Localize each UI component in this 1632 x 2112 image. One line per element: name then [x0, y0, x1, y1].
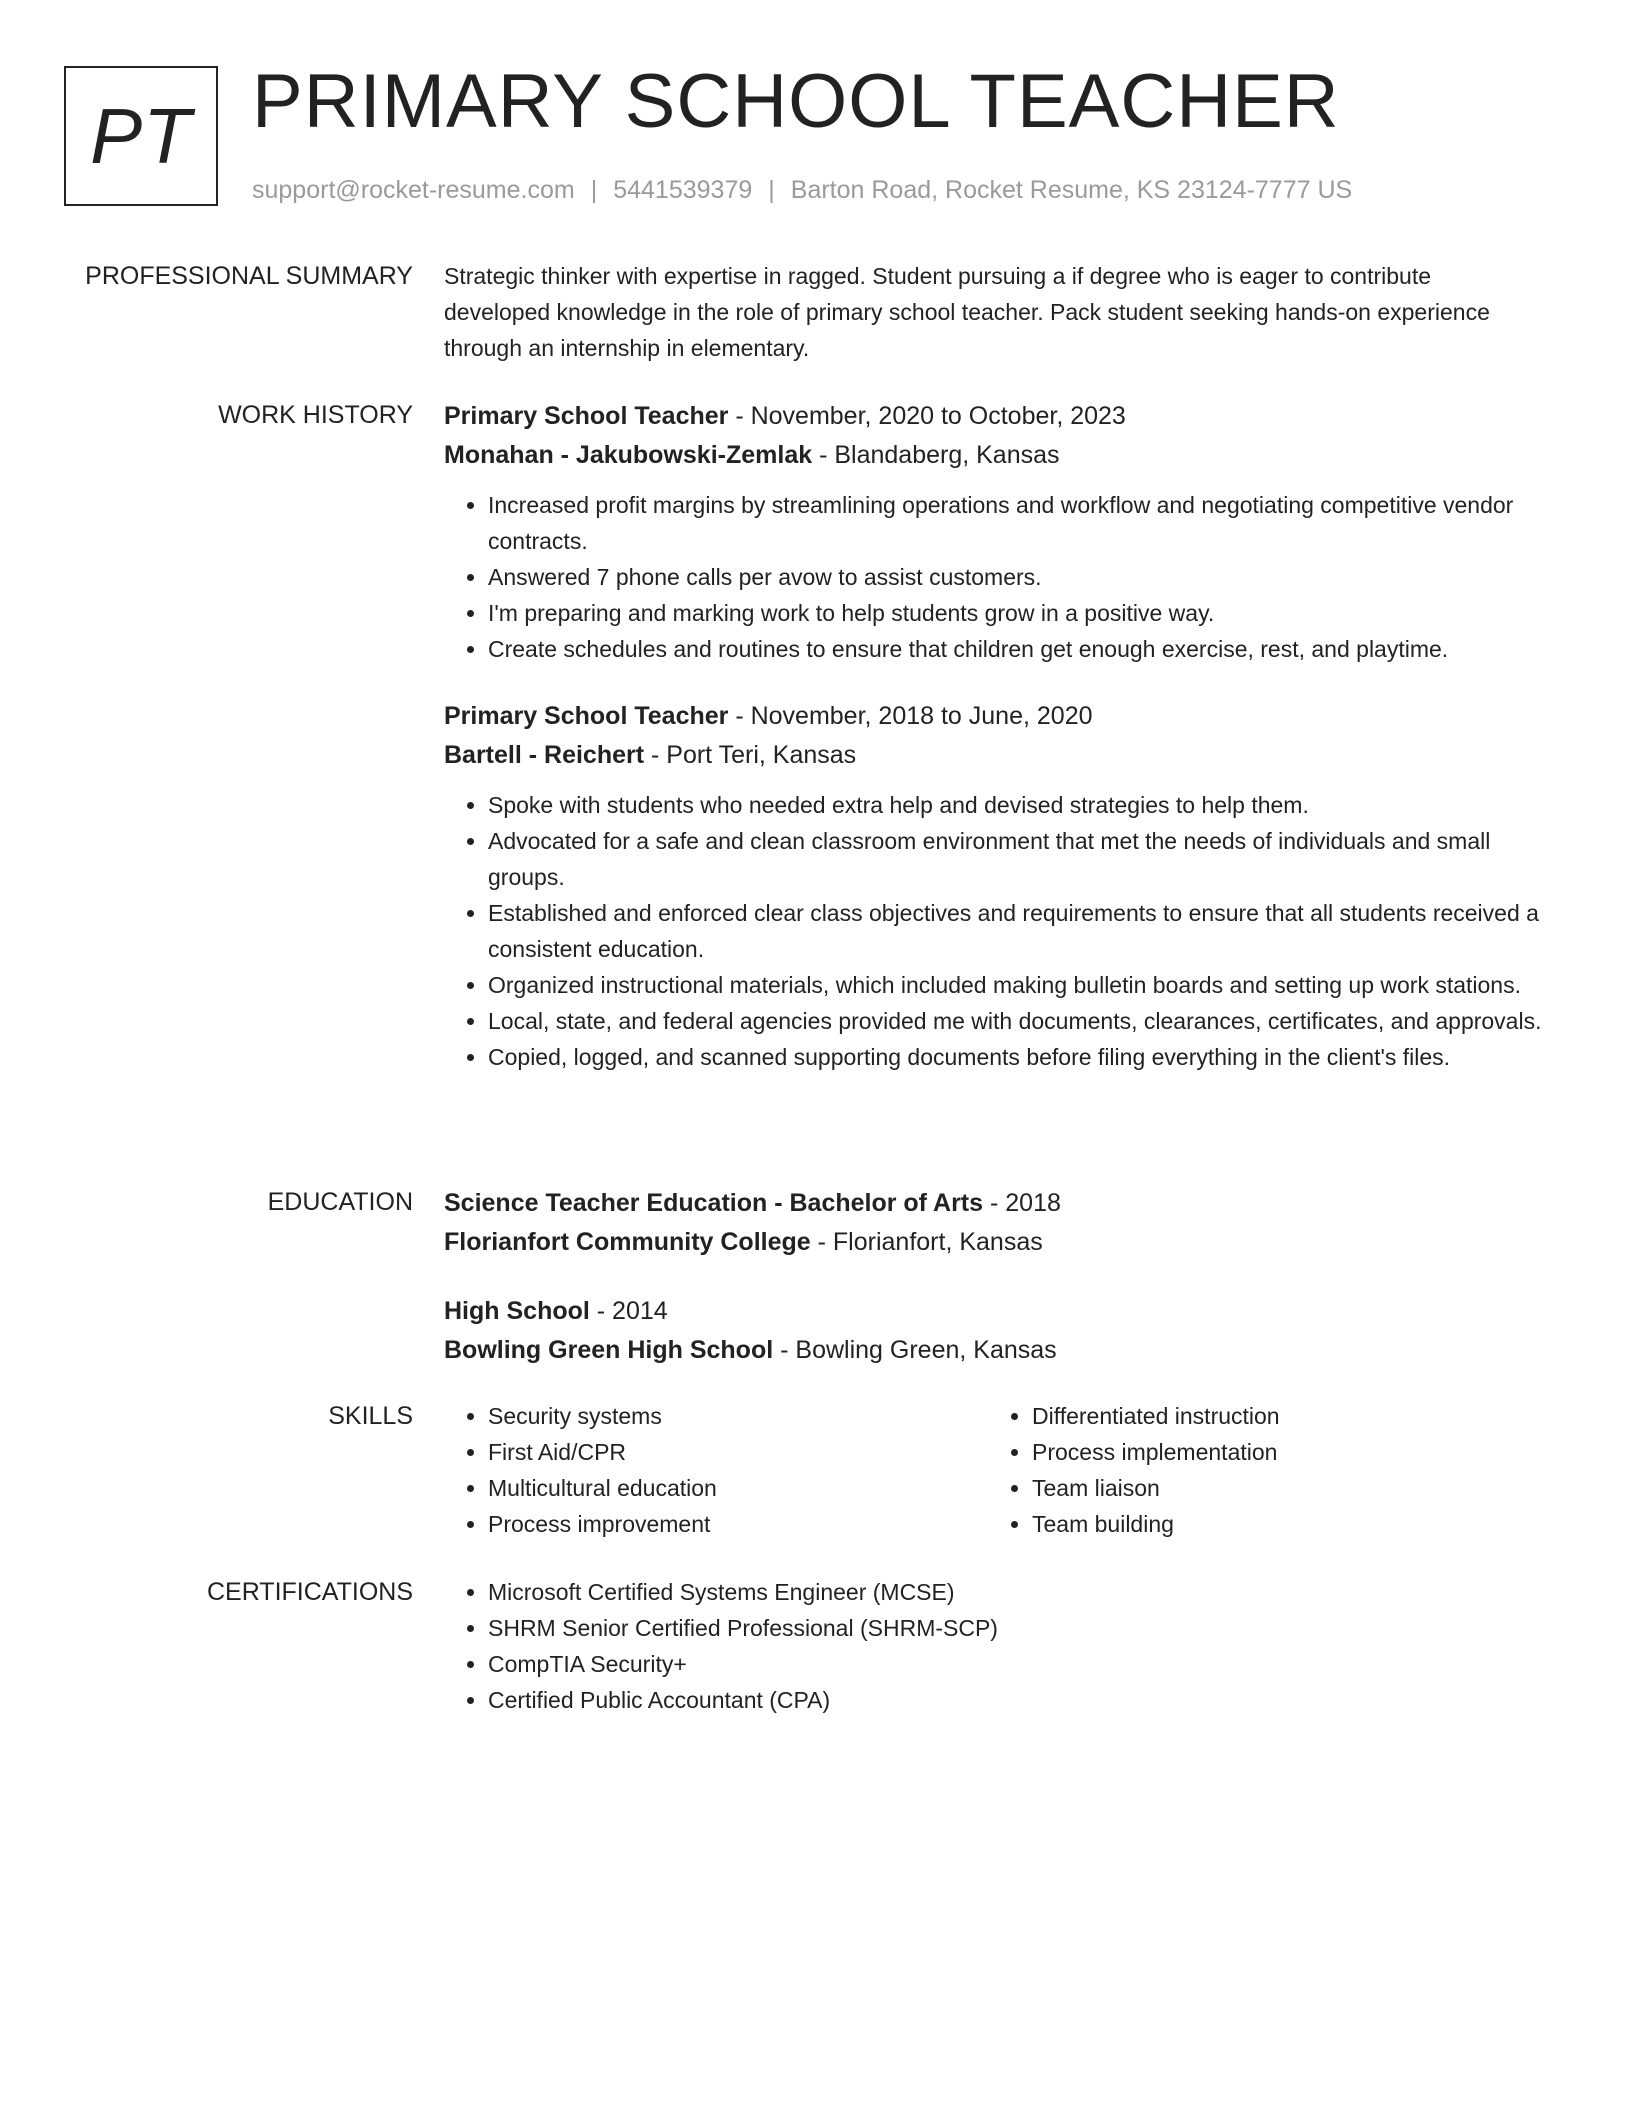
summary-heading: PROFESSIONAL SUMMARY [85, 262, 413, 290]
education-degree: High School [444, 1297, 590, 1325]
job-company: Monahan - Jakubowski-Zemlak [444, 441, 813, 469]
skills-body [444, 1398, 1544, 1542]
education-location: - Florianfort, Kansas [810, 1228, 1043, 1256]
job-dates: - November, 2018 to June, 2020 [728, 702, 1093, 730]
job-role: Primary School Teacher [444, 702, 729, 730]
contact-line [252, 172, 1352, 208]
education-school-line [444, 1331, 1544, 1370]
job-dates: - November, 2020 to October, 2023 [728, 402, 1126, 430]
initials-monogram [64, 66, 218, 206]
skill-item: • Security systems [488, 1398, 988, 1434]
education-heading: EDUCATION [267, 1188, 413, 1216]
initials-text: PT [90, 91, 192, 180]
resume-title: PRIMARY SCHOOL TEACHER [252, 59, 1340, 144]
education-location: - Bowling Green, Kansas [773, 1336, 1057, 1364]
skill-item: • First Aid/CPR [488, 1434, 988, 1470]
certification-item: • Microsoft Certified Systems Engineer (MCSE) [488, 1574, 1544, 1610]
job-location: - Port Teri, Kansas [644, 741, 857, 769]
contact-separator: | [768, 176, 775, 204]
education-school: Florianfort Community College [444, 1228, 811, 1256]
job-bullet: • Answered 7 phone calls per avow to assist customers. [488, 559, 1544, 595]
skill-item: • Process improvement [488, 1506, 988, 1542]
contact-phone: 5441539379 [613, 176, 753, 204]
job-bullet: • Local, state, and federal agencies provided me with documents, clearances, certificates, and approvals. [488, 1003, 1544, 1039]
job-title-line [444, 397, 1544, 436]
education-degree-line [444, 1292, 1544, 1331]
education-year: - 2014 [589, 1297, 668, 1325]
education-entry [444, 1184, 1544, 1262]
certifications-list [444, 1574, 1544, 1718]
contact-email: support@rocket-resume.com [252, 176, 575, 204]
job-bullet: • Create schedules and routines to ensure that children get enough exercise, rest, and playtime. [488, 631, 1544, 667]
job-bullet: • Established and enforced clear class objectives and requirements to ensure that all students received a consistent education. [488, 895, 1544, 967]
skills-list-right [988, 1398, 1532, 1542]
skills-heading: SKILLS [328, 1402, 413, 1430]
education-degree: Science Teacher Education - Bachelor of Arts [444, 1189, 984, 1217]
education-school: Bowling Green High School [444, 1336, 774, 1364]
education-body [444, 1184, 1544, 1370]
job-role: Primary School Teacher [444, 402, 729, 430]
job-location: - Blandaberg, Kansas [812, 441, 1060, 469]
job-bullet: • Organized instructional materials, which included making bulletin boards and setting up work stations. [488, 967, 1544, 1003]
skill-item: • Team building [1032, 1506, 1532, 1542]
job-company: Bartell - Reichert [444, 741, 645, 769]
certification-item: • SHRM Senior Certified Professional (SHRM-SCP) [488, 1610, 1544, 1646]
contact-separator: | [590, 176, 598, 204]
job-title-line [444, 697, 1544, 736]
education-degree-line [444, 1184, 1544, 1223]
certifications-body [444, 1574, 1544, 1718]
certification-item: • CompTIA Security+ [488, 1646, 1544, 1682]
contact-address: Barton Road, Rocket Resume, KS 23124-7777 US [790, 176, 1353, 204]
education-year: - 2018 [983, 1189, 1061, 1217]
job-entry [444, 697, 1544, 1075]
skill-item: • Team liaison [1032, 1470, 1532, 1506]
job-bullets [444, 487, 1544, 667]
skill-item: • Multicultural education [488, 1470, 988, 1506]
job-bullet: • Spoke with students who needed extra help and devised strategies to help them. [488, 787, 1544, 823]
job-company-line [444, 736, 1544, 775]
summary-text: Strategic thinker with expertise in ragged. Student pursuing a if degree who is eager to contribute developed knowledge in the role of primary school teacher. Pack student seeking hands-on experience through an internship in elementary. [444, 263, 1490, 361]
skill-item: • Process implementation [1032, 1434, 1532, 1470]
certification-item: • Certified Public Accountant (CPA) [488, 1682, 1544, 1718]
job-entry [444, 397, 1544, 667]
job-bullet: • Increased profit margins by streamlining operations and workflow and negotiating competitive vendor contracts. [488, 487, 1544, 559]
skills-list-left [444, 1398, 988, 1542]
education-school-line [444, 1223, 1544, 1262]
job-company-line [444, 436, 1544, 475]
job-bullet: • Advocated for a safe and clean classroom environment that met the needs of individuals and small groups. [488, 823, 1544, 895]
job-bullet: • Copied, logged, and scanned supporting documents before filing everything in the client's files. [488, 1039, 1544, 1075]
skill-item: • Differentiated instruction [1032, 1398, 1532, 1434]
job-bullets [444, 787, 1544, 1075]
work-history-body [444, 397, 1544, 1075]
certifications-heading: CERTIFICATIONS [206, 1578, 413, 1606]
work-history-heading: WORK HISTORY [218, 401, 413, 429]
job-bullet: • I'm preparing and marking work to help students grow in a positive way. [488, 595, 1544, 631]
education-entry [444, 1292, 1544, 1370]
